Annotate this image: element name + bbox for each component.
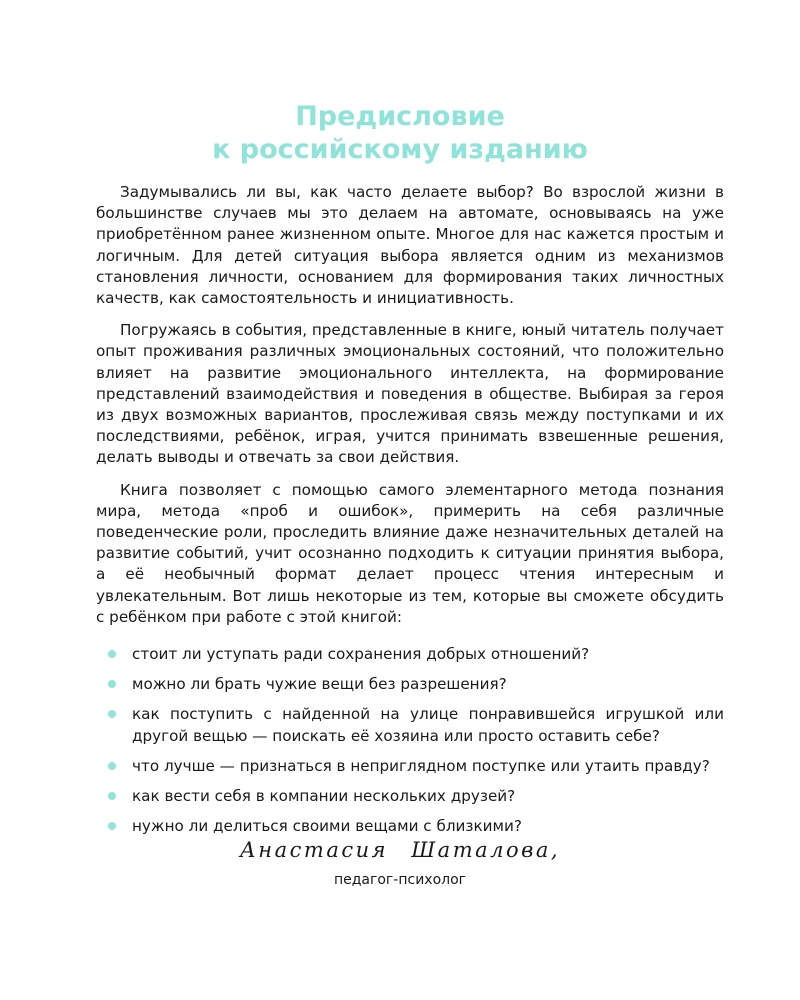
paragraph-3: Книга позволяет с помощью самого элементарного метода познания мира, метода «проб и ошибок», примерить на себя различные поведенческие роли, проследить влияние даже незначительных деталей на развитие событий, учит осознанно подходить к ситуации принятия выбора, а её необычный формат делает процесс чтения интересным и увлекательным. Вот лишь некоторые из тем, которые вы сможете обсудить с ребёнком при работе с этой книгой:: [96, 480, 724, 626]
page-title: [0, 100, 800, 166]
topics-list: [96, 644, 724, 837]
author-signature: Анастасия Шаталова,: [239, 838, 561, 862]
author-role: педагог-психолог: [333, 872, 467, 888]
list-item-text: как поступить с найденной на улице понравившейся игрушкой или другой вещью — поискать её хозяина или просто оставить себе?: [132, 705, 724, 745]
title-line-2: к российскому изданию: [212, 134, 588, 165]
list-item: [96, 704, 724, 746]
list-item-text: нужно ли делиться своими вещами с близкими?: [132, 817, 522, 836]
title-line-1: Предисловие: [295, 101, 505, 132]
bullet-dot-icon: [108, 710, 116, 718]
list-item: [96, 756, 724, 777]
bullet-dot-icon: [108, 792, 116, 800]
list-item-text: что лучше — признаться в неприглядном поступке или утаить правду?: [132, 756, 710, 775]
list-item: [96, 816, 724, 837]
preface-body: [96, 182, 724, 846]
list-item: [96, 674, 724, 695]
bullet-dot-icon: [108, 650, 116, 658]
paragraph-2: Погружаясь в события, представленные в книге, юный читатель получает опыт проживания различных эмоциональных состояний, что положительно влияет на развитие эмоционального интеллекта, на формирование представлений взаимодействия и поведения в обществе. Выбирая за героя из двух возможных вариантов, прослеживая связь между поступками и их последствиями, ребёнок, играя, учится принимать взвешенные решения, делать выводы и отвечать за свои действия.: [96, 321, 724, 467]
list-item: [96, 644, 724, 665]
list-item-text: как вести себя в компании нескольких друзей?: [132, 787, 516, 806]
list-item-text: стоит ли уступать ради сохранения добрых отношений?: [132, 645, 590, 664]
paragraph-1: Задумывались ли вы, как часто делаете выбор? Во взрослой жизни в большинстве случаев мы это делаем на автомате, основываясь на уже приобретённом ранее жизненном опыте. Многое для нас кажется простым и логичным. Для детей ситуация выбора является одним из механизмов становления личности, основанием для формирования таких личностных качеств, как самостоятельность и инициативность.: [96, 183, 724, 308]
list-item: [96, 786, 724, 807]
bullet-dot-icon: [108, 762, 116, 770]
bullet-dot-icon: [108, 680, 116, 688]
bullet-dot-icon: [108, 822, 116, 830]
list-item-text: можно ли брать чужие вещи без разрешения?: [132, 675, 507, 694]
